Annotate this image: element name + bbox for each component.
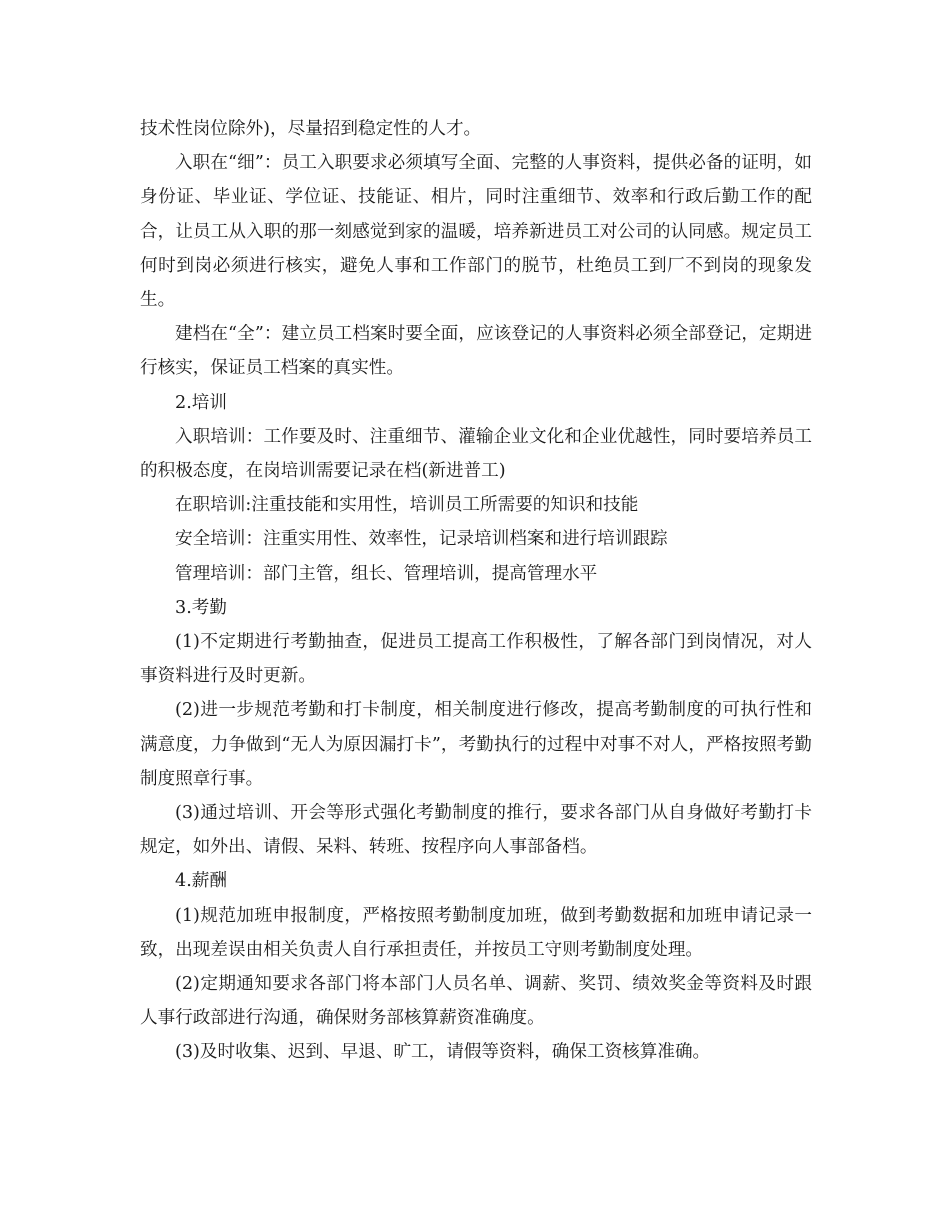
paragraph-salary-1: (1)规范加班申报制度，严格按照考勤制度加班，做到考勤数据和加班申请记录一致，出现差误由相关负责人自行承担责任，并按员工守则考勤制度处理。 — [140, 905, 812, 960]
paragraph-archiving: 建档在“全”：建立员工档案时要全面，应该登记的人事资料必须全部登记，定期进行核实，保证员工档案的真实性。 — [140, 324, 812, 379]
section-heading-attendance: 3.考勤 — [175, 597, 227, 618]
document-body — [140, 112, 812, 1070]
section-heading-training: 2.培训 — [175, 392, 227, 413]
paragraph-salary-3: (3)及时收集、迟到、早退、旷工，请假等资料，确保工资核算准确。 — [175, 1042, 711, 1063]
paragraph-attendance-1: (1)不定期进行考勤抽查，促进员工提高工作积极性，了解各部门到岗情况，对人事资料进行及时更新。 — [140, 632, 812, 687]
paragraph-safety-training: 安全培训：注重实用性、效率性，记录培训档案和进行培训跟踪 — [175, 529, 668, 550]
section-heading-salary: 4.薪酬 — [175, 871, 227, 892]
paragraph-onboarding: 入职在“细”：员工入职要求必须填写全面、完整的人事资料，提供必备的证明，如身份证、毕业证、学位证、技能证、相片，同时注重细节、效率和行政后勤工作的配合，让员工从入职的那一刻感觉到家的温暖，培养新进员工对公司的认同感。规定员工何时到岗必须进行核实，避免人事和工作部门的脱节，杜绝员工到厂不到岗的现象发生。 — [140, 153, 812, 311]
paragraph-onboarding-training: 入职培训：工作要及时、注重细节、灌输企业文化和企业优越性，同时要培养员工的积极态度，在岗培训需要记录在档(新进普工) — [140, 426, 812, 482]
paragraph-management-training: 管理培训：部门主管，组长、管理培训，提高管理水平 — [175, 563, 598, 584]
paragraph-continuation: 技术性岗位除外)，尽量招到稳定性的人才。 — [140, 119, 482, 139]
paragraph-attendance-3: (3)通过培训、开会等形式强化考勤制度的推行，要求各部门从自身做好考勤打卡规定，如外出、请假、呆料、转班、按程序向人事部备档。 — [140, 803, 812, 858]
paragraph-onjob-training: 在职培训:注重技能和实用性，培训员工所需要的知识和技能 — [175, 495, 639, 516]
paragraph-salary-2: (2)定期通知要求各部门将本部门人员名单、调薪、奖罚、绩效奖金等资料及时跟人事行政部进行沟通，确保财务部核算薪资准确度。 — [140, 974, 812, 1029]
paragraph-attendance-2: (2)进一步规范考勤和打卡制度，相关制度进行修改，提高考勤制度的可执行性和满意度，力争做到“无人为原因漏打卡”，考勤执行的过程中对事不对人，严格按照考勤制度照章行事。 — [140, 700, 812, 789]
